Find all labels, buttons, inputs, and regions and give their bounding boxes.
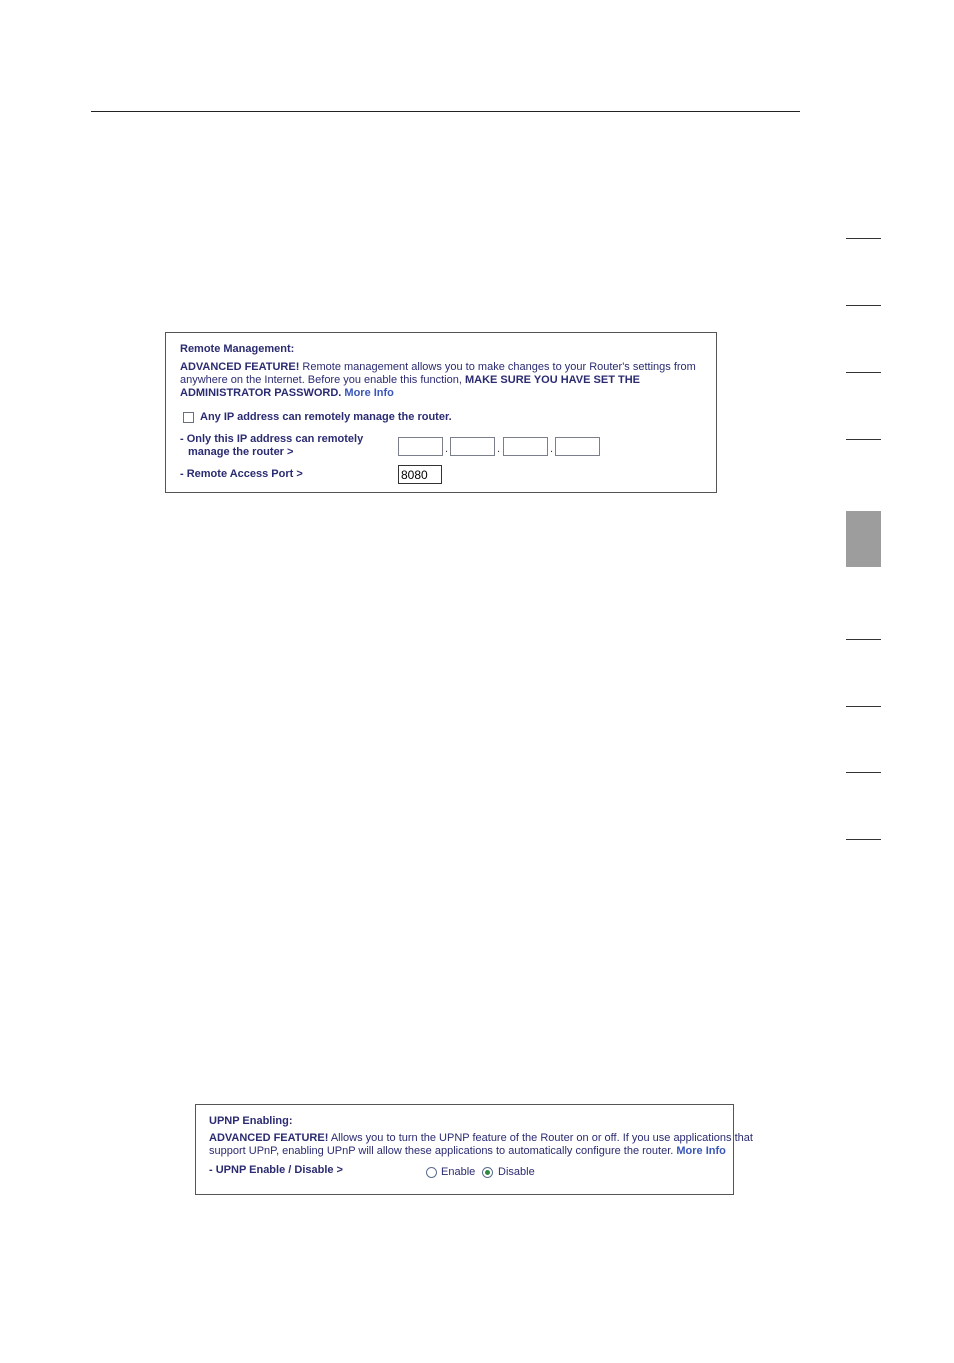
section-marker xyxy=(846,772,881,773)
remote-management-panel xyxy=(165,332,717,493)
upnp-enable-radio[interactable] xyxy=(426,1167,437,1178)
only-ip-label: - Only this IP address can remotely xyxy=(180,433,364,445)
upnp-title: UPNP Enabling: xyxy=(209,1115,293,1127)
upnp-description-line-2 xyxy=(209,1145,726,1158)
description-text: anywhere on the Internet. Before you enable this function, xyxy=(180,374,465,386)
description-text: Remote management allows you to make changes to your Router's settings from xyxy=(299,361,696,373)
remote-management-title: Remote Management: xyxy=(180,343,295,355)
description-text: Allows you to turn the UPNP feature of the Router on or off. If you use applications that xyxy=(328,1132,753,1144)
active-section-tab xyxy=(846,511,881,567)
section-marker xyxy=(846,439,881,440)
section-marker xyxy=(846,372,881,373)
advanced-feature-label: ADVANCED FEATURE! xyxy=(180,361,300,373)
ip-octet-4-input[interactable] xyxy=(555,437,600,456)
only-ip-label-continued: manage the router > xyxy=(188,446,294,458)
remote-access-port-label: - Remote Access Port > xyxy=(180,468,303,480)
advanced-feature-label: ADVANCED FEATURE! xyxy=(209,1132,329,1144)
upnp-disable-label: Disable xyxy=(498,1166,535,1178)
ip-separator: . xyxy=(550,443,554,455)
upnp-disable-radio[interactable] xyxy=(482,1167,493,1178)
password-warning: MAKE SURE YOU HAVE SET THE xyxy=(464,374,640,386)
upnp-description-line-1 xyxy=(209,1132,753,1145)
more-info-link[interactable]: More Info xyxy=(676,1145,726,1157)
upnp-panel xyxy=(195,1104,753,1195)
upnp-enable-label: Enable xyxy=(441,1166,476,1178)
remote-management-description-line-2 xyxy=(180,374,640,387)
ip-octet-2-input[interactable] xyxy=(450,437,495,456)
section-marker xyxy=(846,839,881,840)
section-marker xyxy=(846,706,881,707)
more-info-link[interactable]: More Info xyxy=(344,387,394,399)
password-warning: ADMINISTRATOR PASSWORD. xyxy=(180,387,342,399)
header-rule xyxy=(91,111,800,112)
remote-management-description-line-3 xyxy=(180,387,394,400)
any-ip-label: Any IP address can remotely manage the router. xyxy=(200,411,452,423)
ip-separator: . xyxy=(445,443,449,455)
ip-octet-1-input[interactable] xyxy=(398,437,443,456)
ip-separator: . xyxy=(497,443,501,455)
upnp-toggle-label: - UPNP Enable / Disable > xyxy=(209,1164,343,1176)
remote-access-port-input[interactable]: 8080 xyxy=(398,465,442,484)
section-marker xyxy=(846,305,881,306)
ip-octet-3-input[interactable] xyxy=(503,437,548,456)
section-marker xyxy=(846,238,881,239)
any-ip-checkbox[interactable] xyxy=(183,412,194,423)
section-marker xyxy=(846,639,881,640)
description-text: support UPnP, enabling UPnP will allow these applications to automatically configure the router. xyxy=(209,1145,674,1157)
remote-management-description-line-1 xyxy=(180,361,696,374)
